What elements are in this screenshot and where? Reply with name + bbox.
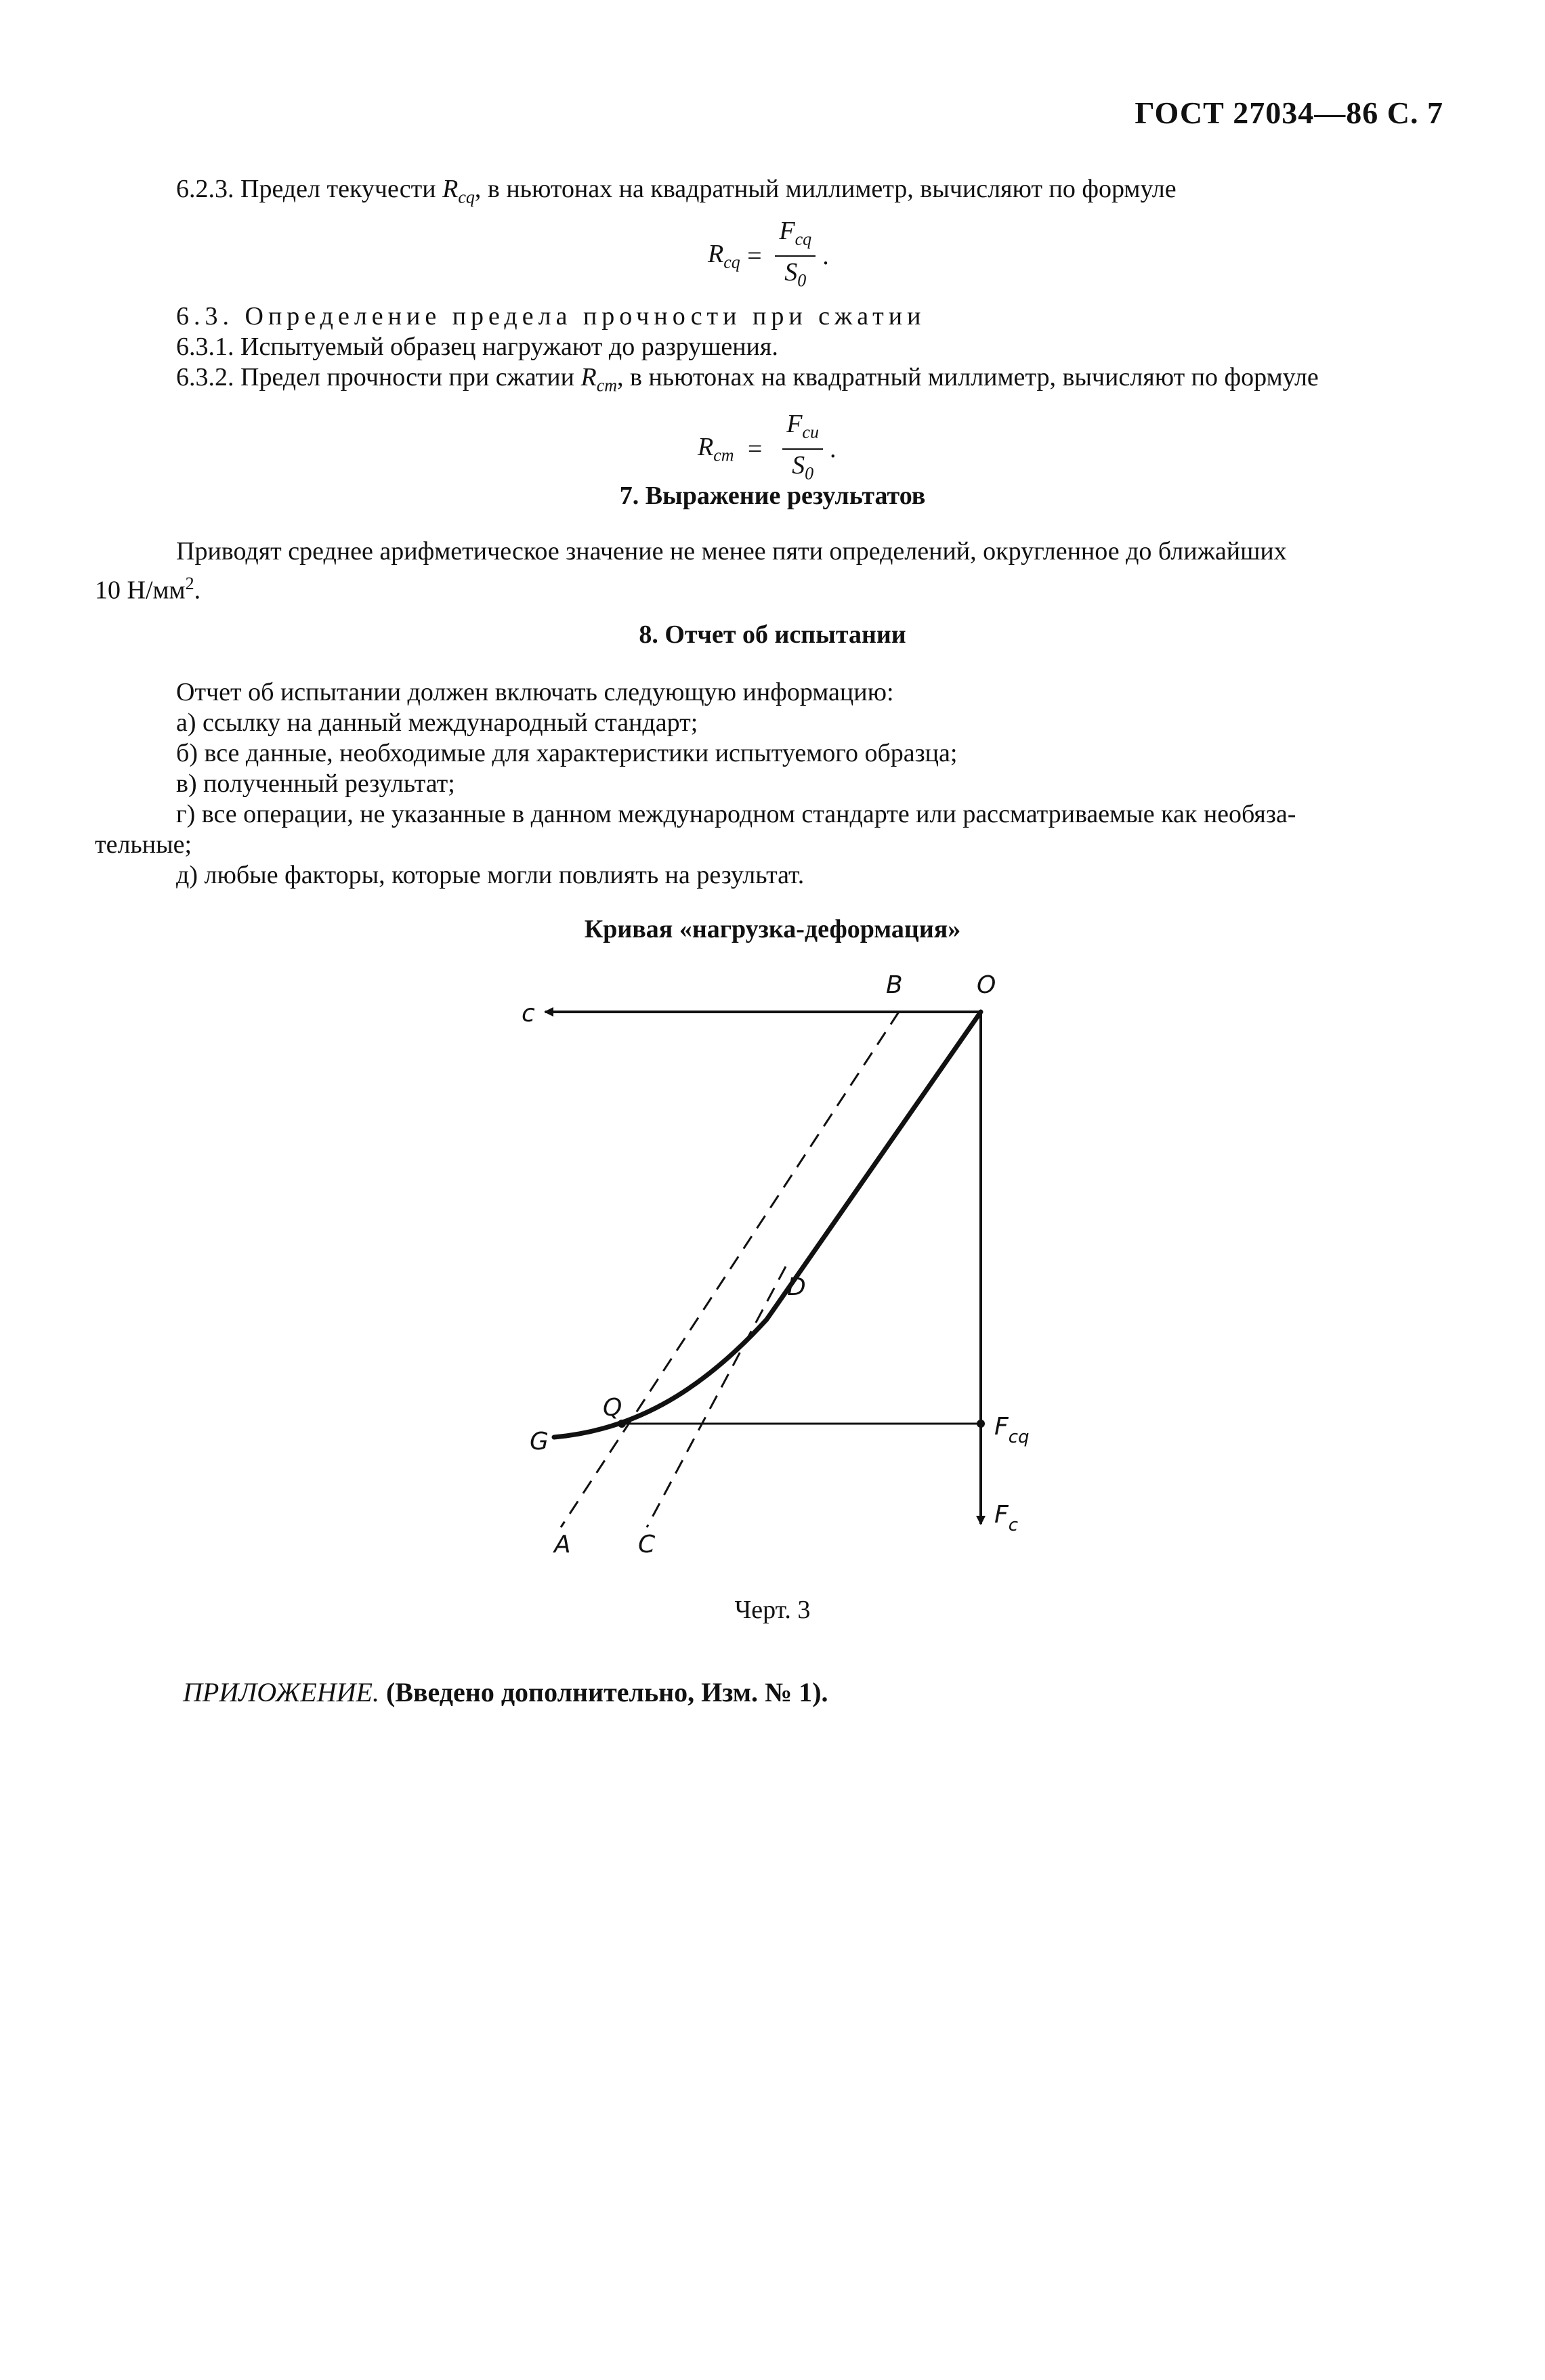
formula-rcm-num: F — [786, 410, 803, 438]
formula-rcq-lhs-sub: cq — [723, 252, 740, 272]
formula-rcq: $R_{cq}$ = $\frac{F_{cq}}{S_0}$ . — [708, 217, 829, 291]
appendix-note-italic: ПРИЛОЖЕНИЕ. — [183, 1677, 379, 1707]
formula-rcm-den: S — [792, 450, 805, 480]
clause-6-3-1: 6.3.1. Испытуемый образец нагружают до разрушения. — [176, 333, 778, 361]
offset-line-b-a — [561, 1012, 899, 1527]
formula-rcm-lhs-sub: cm — [713, 445, 734, 465]
point-fcq — [977, 1420, 985, 1428]
formula-rcm-den-sub: 0 — [805, 463, 814, 484]
formula-rcq-den-sub: 0 — [797, 270, 807, 291]
clause-6-3-2-post: , в ньютонах на квадратный миллиметр, вычисляют по формуле — [617, 363, 1319, 391]
label-fc-sub: c — [1008, 1515, 1019, 1535]
label-fcq-sub: cq — [1008, 1427, 1030, 1447]
section-8-item-g-2: тельные; — [95, 830, 192, 859]
formula-rcq-lhs: R — [708, 239, 724, 268]
symbol-rcm: R — [580, 363, 597, 391]
label-o: O — [977, 971, 996, 999]
formula-rcm-lhs: R — [698, 432, 714, 461]
formula-rcq-den: S — [784, 257, 798, 286]
section-8-item-v: в) полученный результат; — [176, 769, 455, 798]
load-deformation-diagram — [474, 948, 1084, 1558]
label-q: Q — [603, 1394, 622, 1422]
label-fc-main: F — [994, 1501, 1009, 1529]
symbol-r-sub: cq — [458, 187, 475, 207]
label-a: A — [554, 1531, 571, 1558]
clause-6-3: 6.3. Определение предела прочности при сжатии — [176, 302, 926, 331]
clause-6-3-2-pre: 6.3.2. Предел прочности при сжатии — [176, 363, 581, 391]
symbol-rcm-sub: cm — [596, 375, 618, 396]
clause-6-2-3-pre: 6.2.3. Предел текучести — [176, 175, 443, 203]
section-7-text-2-pre: 10 Н/мм — [95, 576, 186, 605]
section-8-title: 8. Отчет об испытании — [639, 620, 906, 649]
formula-rcm: $R_{cm}$ = $\frac{F_{cu}}{S_0}$ . — [698, 410, 837, 484]
section-8-item-b: б) все данные, необходимые для характеристики испытуемого образца; — [176, 739, 958, 767]
appendix-note-bold: (Введено дополнительно, Изм. № 1). — [379, 1677, 828, 1707]
appendix-note — [183, 1676, 828, 1708]
section-8-item-g-1: г) все операции, не указанные в данном международном стандарте или рассматриваемые как необяза- — [176, 800, 1296, 828]
formula-rcq-num-sub: cq — [795, 229, 812, 249]
label-c-axis: c — [522, 1000, 535, 1027]
section-7-title: 7. Выражение результатов — [619, 482, 926, 510]
tangent-line-c — [647, 1267, 786, 1527]
formula-rcq-num: F — [779, 217, 795, 245]
label-fc — [994, 1501, 1018, 1535]
page-header: ГОСТ 27034—86 С. 7 — [1135, 95, 1443, 130]
section-7-text-2-sup: 2 — [185, 574, 194, 593]
symbol-r: R — [442, 175, 459, 203]
section-7-text-2 — [95, 568, 200, 607]
load-curve — [554, 1012, 981, 1437]
label-c-line: C — [638, 1531, 656, 1558]
section-8-intro: Отчет об испытании должен включать следующую информацию: — [176, 678, 894, 706]
clause-6-2-3-post: , в ньютонах на квадратный миллиметр, вычисляют по формуле — [474, 175, 1177, 203]
section-7-text-2-post: . — [194, 576, 201, 605]
section-7-text-1: Приводят среднее арифметическое значение не менее пяти определений, округленное до ближайших — [176, 537, 1287, 566]
clause-6-3-2 — [176, 361, 1319, 402]
section-8-item-a: а) ссылку на данный международный стандарт; — [176, 708, 698, 737]
figure-title: Кривая «нагрузка-деформация» — [584, 915, 961, 943]
label-b: B — [886, 971, 903, 999]
label-fcq — [994, 1413, 1030, 1447]
label-fcq-main: F — [994, 1413, 1009, 1441]
clause-6-2-3 — [176, 173, 1177, 214]
section-8-item-d: д) любые факторы, которые могли повлиять на результат. — [176, 861, 805, 889]
formula-rcm-num-sub: cu — [802, 422, 819, 442]
label-d: D — [787, 1273, 806, 1301]
label-g: G — [530, 1428, 549, 1455]
figure-caption: Черт. 3 — [734, 1596, 811, 1624]
